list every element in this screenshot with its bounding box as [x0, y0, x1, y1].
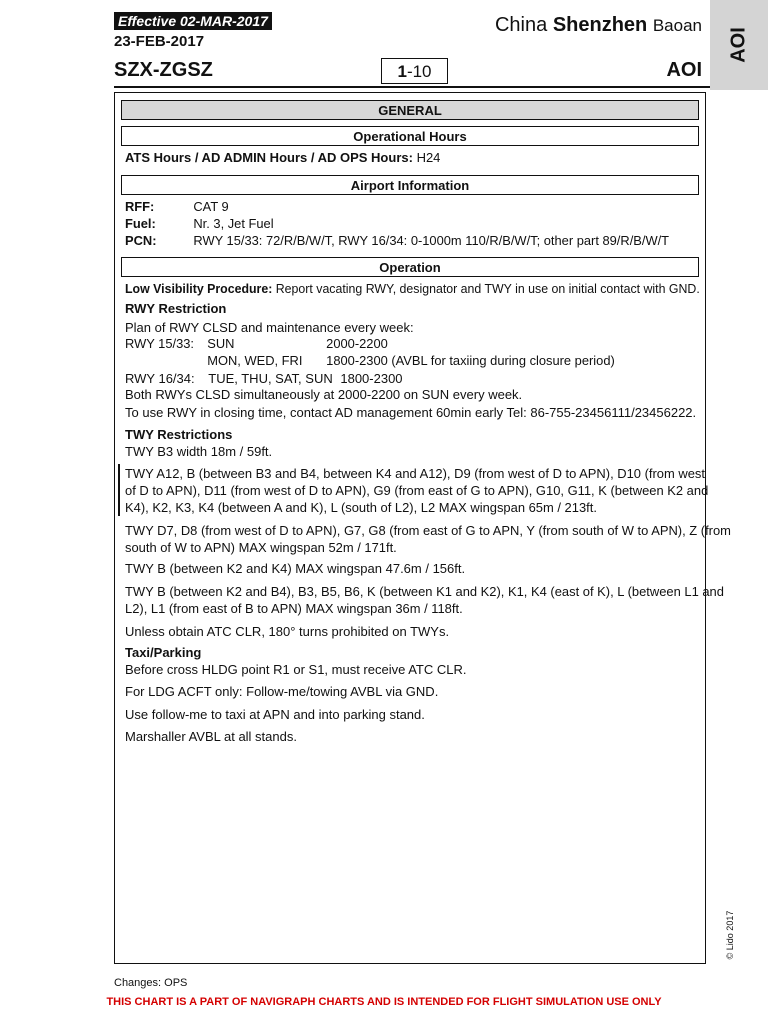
- taxi-hldg-point: Before cross HLDG point R1 or S1, must receive ATC CLR.: [125, 662, 467, 677]
- turns-prohibited: Unless obtain ATC CLR, 180° turns prohibited on TWYs.: [125, 624, 450, 639]
- rwy-plan: Plan of RWY CLSD and maintenance every week:: [125, 320, 414, 335]
- rwy-restriction-title: RWY Restriction: [125, 301, 227, 316]
- fuel-label: Fuel:: [125, 216, 156, 231]
- section-side-tab: [710, 0, 768, 90]
- rwy-1533-time-2: 1800-2300 (AVBL for taxiing during closure period): [326, 353, 615, 368]
- twy-b3-width: TWY B3 width 18m / 59ft.: [125, 444, 273, 459]
- twy-b-k2-b4-line-2: L2), L1 (from east of B to APN) MAX wingspan 36m / 118ft.: [125, 601, 463, 616]
- rff-row: [125, 199, 700, 215]
- general-header: GENERAL: [121, 100, 699, 120]
- airport-name: Baoan: [652, 16, 702, 35]
- airport-information-header: Airport Information: [121, 175, 699, 195]
- pcn-label: PCN:: [125, 233, 157, 248]
- taxi-parking-title: Taxi/Parking: [125, 645, 202, 660]
- copyright: © Lido 2017: [725, 910, 735, 960]
- rwy-1533-days-2: MON, WED, FRI: [207, 353, 303, 368]
- disclaimer: THIS CHART IS A PART OF NAVIGRAPH CHARTS AND IS INTENDED FOR FLIGHT SIMULATION USE ONLY: [106, 996, 662, 1008]
- twy-b-k2-b4-line-1: TWY B (between K2 and B4), B3, B5, B6, K (between K1 and K2), K1, K4 (east of K), L (between L1 and: [125, 584, 724, 599]
- rwy-1533-days-1: SUN: [207, 336, 235, 351]
- operational-hours-value: H24: [416, 150, 441, 165]
- taxi-marshaller: Marshaller AVBL at all stands.: [125, 729, 297, 744]
- section-code: AOI: [666, 59, 702, 81]
- closing-time-contact: To use RWY in closing time, contact AD management 60min early Tel: 86-755-23456111/23456222.: [125, 405, 697, 420]
- fuel-row: [125, 216, 700, 232]
- lvp-label: Low Visibility Procedure:: [125, 281, 273, 296]
- twy-a12-wingspan: [125, 465, 709, 516]
- twy-restrictions-title: TWY Restrictions: [125, 427, 233, 442]
- airport-location: [495, 13, 702, 38]
- airport-codes: SZX-ZGSZ: [114, 59, 213, 81]
- operational-hours-label: ATS Hours / AD ADMIN Hours / AD OPS Hours:: [125, 150, 413, 165]
- page-number-major: 1: [397, 62, 407, 81]
- city: Shenzhen: [552, 14, 648, 36]
- header-divider: [114, 86, 710, 88]
- operation-header: Operation: [121, 257, 699, 277]
- rff-value: CAT 9: [193, 199, 229, 214]
- rwy-1533-time-1: 2000-2200: [326, 336, 388, 351]
- pcn-value: RWY 15/33: 72/R/B/W/T, RWY 16/34: 0-1000m 110/R/B/W/T; other part 89/R/B/W/T: [193, 233, 670, 248]
- both-rwys-closed: Both RWYs CLSD simultaneously at 2000-2200 on SUN every week.: [125, 387, 523, 402]
- change-bar: [118, 464, 120, 516]
- issue-date: 23-FEB-2017: [114, 33, 205, 50]
- fuel-value: Nr. 3, Jet Fuel: [193, 216, 274, 231]
- pcn-row: [125, 233, 700, 249]
- twy-a12-line-3: K4), K2, K3, K4 (between A and K), L (south of L2), L2 MAX wingspan 65m / 213ft.: [125, 500, 597, 515]
- taxi-follow-me-ldg: For LDG ACFT only: Follow-me/towing AVBL via GND.: [125, 684, 439, 699]
- rwy-1533-row-2: [125, 353, 700, 369]
- twy-d7-line-2: south of W to APN) MAX wingspan 52m / 171ft.: [125, 540, 397, 555]
- country: China: [494, 14, 548, 36]
- rwy-1634-row: [125, 371, 403, 387]
- page-number-minor: -10: [406, 62, 432, 81]
- twy-d7-line-1: TWY D7, D8 (from west of D to APN), G7, G8 (from east of G to APN, Y (from south of W to APN), Z (from: [125, 523, 731, 538]
- rwy-1634-days: TUE, THU, SAT, SUN: [208, 371, 333, 386]
- lvp-text: Report vacating RWY, designator and TWY in use on initial contact with GND.: [275, 281, 700, 296]
- operational-hours-header: Operational Hours: [121, 126, 699, 146]
- taxi-follow-me-apn: Use follow-me to taxi at APN and into parking stand.: [125, 707, 425, 722]
- operational-hours-line: [125, 150, 440, 166]
- effective-date-banner: Effective 02-MAR-2017: [114, 12, 272, 30]
- page-number: [381, 58, 448, 84]
- rwy-1634-time: 1800-2300: [340, 371, 403, 386]
- rwy-1533-label: RWY 15/33:: [125, 336, 194, 351]
- rwy-1634-label: RWY 16/34:: [125, 371, 195, 386]
- twy-a12-line-2: of D to APN), D11 (from west of D to APN), G9 (from east of G to APN), G10, G11, K (between K2 and: [125, 483, 709, 498]
- twy-b-k2-k4-wingspan: TWY B (between K2 and K4) MAX wingspan 47.6m / 156ft.: [125, 561, 466, 576]
- changes-note: Changes: OPS: [114, 977, 188, 989]
- rff-label: RFF:: [125, 199, 155, 214]
- twy-d7-wingspan: [125, 522, 731, 556]
- lvp-line: [125, 281, 700, 297]
- twy-b-k2-b4-wingspan: [125, 583, 724, 617]
- rwy-1533-row-1: [125, 336, 700, 352]
- side-tab-label: AOI: [727, 27, 750, 63]
- twy-a12-line-1: TWY A12, B (between B3 and B4, between K4 and A12), D9 (from west of D to APN), D10 (from west: [125, 466, 705, 481]
